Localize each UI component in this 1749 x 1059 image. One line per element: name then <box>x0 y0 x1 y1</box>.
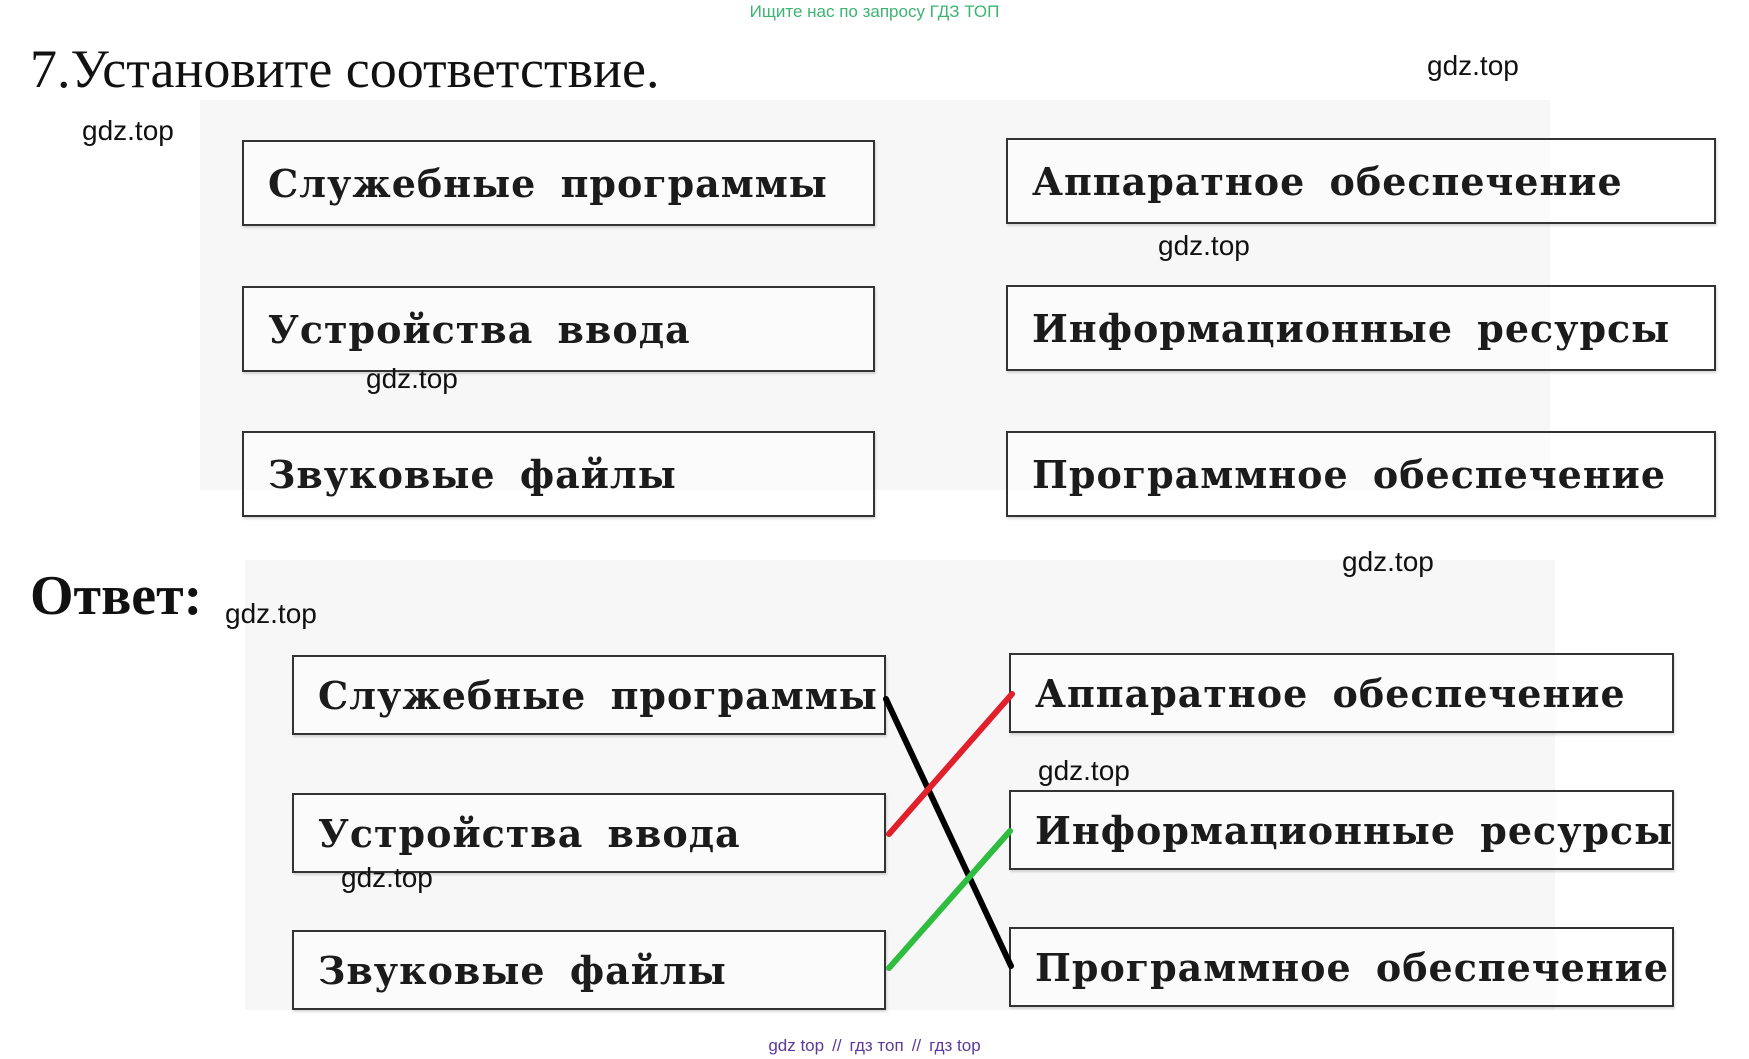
answer-left-item-3: Звуковые файлы <box>292 930 886 1010</box>
question-right-item-2: Информационные ресурсы <box>1006 285 1716 371</box>
answer-left-item-2: Устройства ввода <box>292 793 886 873</box>
question-right-item-3: Программное обеспечение <box>1006 431 1716 517</box>
watermark: gdz.top <box>1427 50 1519 81</box>
watermark: gdz.top <box>1158 230 1250 261</box>
question-left-item-1: Служебные программы <box>242 140 875 226</box>
watermark: gdz.top <box>1038 755 1130 786</box>
connection-line-black <box>886 699 1011 966</box>
watermark: gdz.top <box>1342 546 1434 577</box>
answer-right-item-3: Программное обеспечение <box>1009 927 1674 1007</box>
question-left-item-3: Звуковые файлы <box>242 431 875 517</box>
answer-title: Ответ: <box>30 565 203 627</box>
task-title: 7.Установите соответствие. <box>30 39 660 99</box>
footer-separator: // <box>832 1036 842 1055</box>
footer-link[interactable]: гдз топ <box>849 1036 904 1055</box>
footer-link[interactable]: гдз top <box>929 1036 981 1055</box>
answer-right-item-2: Информационные ресурсы <box>1009 790 1674 870</box>
watermark: gdz.top <box>225 598 317 629</box>
watermark: gdz.top <box>82 115 174 146</box>
footer-separator: // <box>911 1036 922 1055</box>
question-left-item-2: Устройства ввода <box>242 286 875 372</box>
watermark: gdz.top <box>366 363 458 394</box>
answer-right-item-1: Аппаратное обеспечение <box>1009 653 1674 733</box>
footer-links <box>0 1036 1749 1056</box>
connection-line-green <box>889 831 1010 968</box>
footer-link[interactable]: gdz top <box>768 1036 825 1055</box>
question-right-item-1: Аппаратное обеспечение <box>1006 138 1716 224</box>
watermark: gdz.top <box>341 862 433 893</box>
connection-line-red <box>889 694 1012 834</box>
header-search-note: Ищите нас по запросу ГДЗ ТОП <box>749 2 1000 21</box>
answer-left-item-1: Служебные программы <box>292 655 886 735</box>
